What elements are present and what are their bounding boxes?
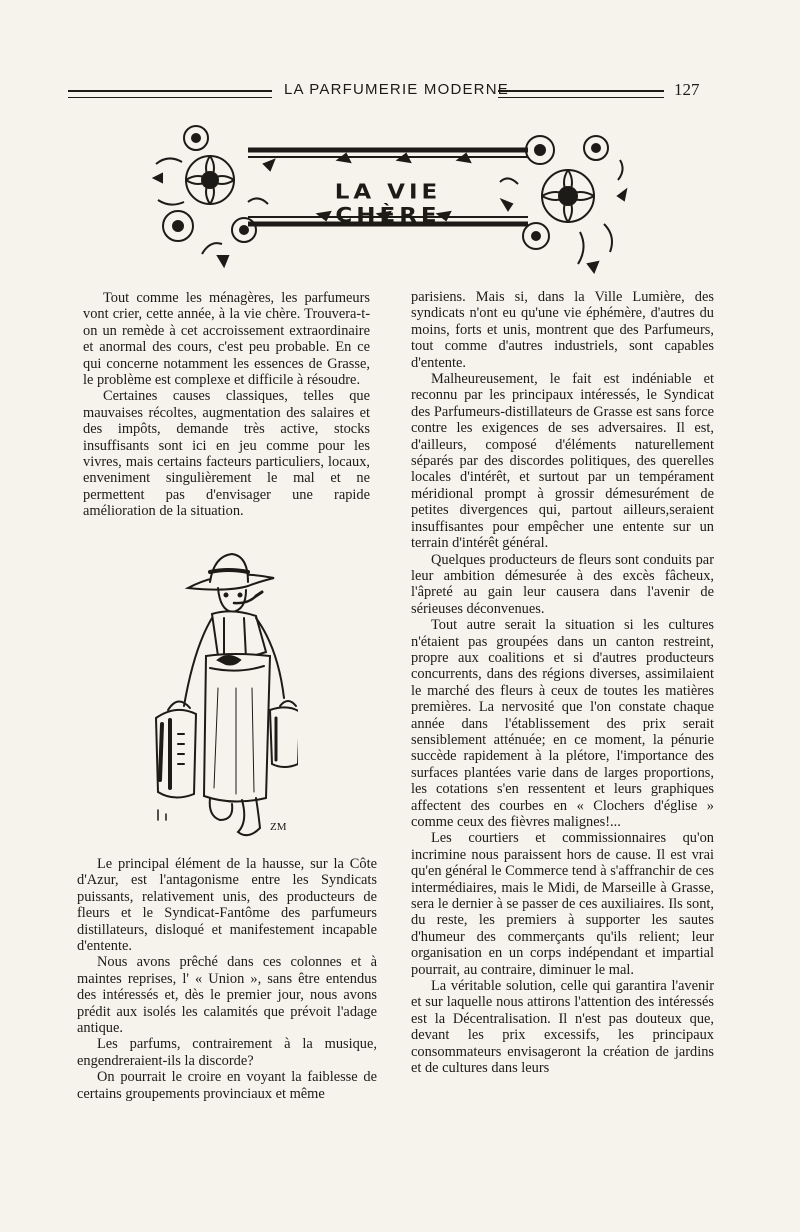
paragraph: Quelques producteurs de fleurs sont conduits par leur ambition démesurée à des excès fâcheux, l'âpreté au gain leur causera dans l'avenir de sérieuses déconvenues. xyxy=(411,551,714,617)
left-column-top xyxy=(83,290,370,520)
paragraph: Malheureusement, le fait est indéniable et reconnu par les principaux intéressés, le Syndicat des Parfumeurs-distillateurs de Grasse est sans force contre les exigences de ses adversaires. Il est, d'ailleurs, composé d'éléments naturellement séparés par des discordes politiques, des querelles locales d'intérêt, et surtout par un tempérament méridional prompt à grossir démesurément de petites divergences qui, partout ailleurs,seraient insuffisantes pour empêcher une entente sur un terrain d'intérêt général. xyxy=(411,371,714,552)
right-column xyxy=(411,289,714,1077)
header-rule-left xyxy=(68,90,272,98)
paragraph: Tout comme les ménagères, les parfumeurs vont crier, cette année, à la vie chère. Trouvera-t-on un remède à cet accroissement extraordinaire et anormal des cours, c'est peu probable. En ce qui concerne notamment les essences de Grasse, le problème est complexe et difficile à résoudre. xyxy=(83,290,370,389)
paragraph: Certaines causes classiques, telles que mauvaises récoltes, augmentation des salaires et des impôts, demande très active, stocks insuffisants sont ici en jeu comme pour les vivres, mais certains facteurs particuliers, locaux, enveniment singulièrement le mal et ne permettent pas d'envisager une rapide amélioration de la situation. xyxy=(83,388,370,520)
page-number: 127 xyxy=(674,80,700,99)
paragraph: Tout autre serait la situation si les cultures n'étaient pas groupées dans un canton restreint, propre aux coalitions et si d'autres producteurs concurrents, dans des régions diverses, assimilaient le marché des fleurs à ceux de toutes les matières premières. La nervosité que l'on constate chaque année dans l'établissement des prix serait sensiblement atténuée; en ce moment, la pénurie succède rapidement à la plétore, l'importance des surfaces plantées varie dans de larges proportions, les cotations s'en ressentent et leurs graphiques affectent des courbes en « Clochers d'église » comme ceux des fièvres malignes!... xyxy=(411,617,714,830)
peasant-woman-illustration xyxy=(148,548,298,853)
paragraph: Le principal élément de la hausse, sur la Côte d'Azur, est l'antagonisme entre les Syndicats puissants, relativement unis, des producteurs de fleurs et le Syndicat-Fantôme des parfumeurs distillateurs, disloqué et manifestement incapable d'entente. xyxy=(77,856,377,955)
paragraph: Les parfums, contrairement à la musique, engendreraient-ils la discorde? xyxy=(77,1036,377,1069)
paragraph: Nous avons prêché dans ces colonnes et à maintes reprises, l' « Union », sans être entendus des intéressés et, dès le premier jour, nous avons prédit aux isolés les calamités que prévoit l'adage antique. xyxy=(77,954,377,1037)
illustrator-signature: ZM xyxy=(270,821,287,833)
paragraph: On pourrait le croire en voyant la faiblesse de certains groupements provinciaux et même xyxy=(77,1069,377,1102)
left-column-bottom xyxy=(77,856,377,1102)
header-rule-right xyxy=(498,90,664,98)
publication-title: LA PARFUMERIE MODERNE xyxy=(284,81,509,98)
peasant-woman-drawing xyxy=(148,548,298,853)
title-banner xyxy=(148,124,628,274)
paragraph-continuation: parisiens. Mais si, dans la Ville Lumière, des syndicats n'ont eu qu'une vie éphémère, d'autres du moins, forts et unis, montrent que des Parfumeurs, tout comme d'autres industriels, sont capables d'entente. xyxy=(411,289,714,371)
paragraph: La véritable solution, celle qui garantira l'avenir et sur laquelle nous attirons l'attention des intéressés est la Décentralisation. Il n'est pas douteux que, devant les prix excessifs, les principaux consommateurs envisageront la création de jardins et de cultures dans leurs xyxy=(411,978,714,1077)
article-title: LA VIE CHÈRE xyxy=(334,180,442,228)
running-header xyxy=(68,80,708,104)
paragraph: Les courtiers et commissionnaires qu'on incrimine nous paraissent hors de cause. Il est vrai qu'en général le Commerce tend à s'affranchir de ces intermédiaires, mais le Midi, de Marseille à Grasse, sera le dernier à se passer de ces auxiliaires. Ils sont, du reste, les premiers à supporter les sautes d'humeur des commerçants qu'ils relient; leur organisation en un corps indépendant et impartial pourrait, au contraire, diminuer le mal. xyxy=(411,830,714,978)
